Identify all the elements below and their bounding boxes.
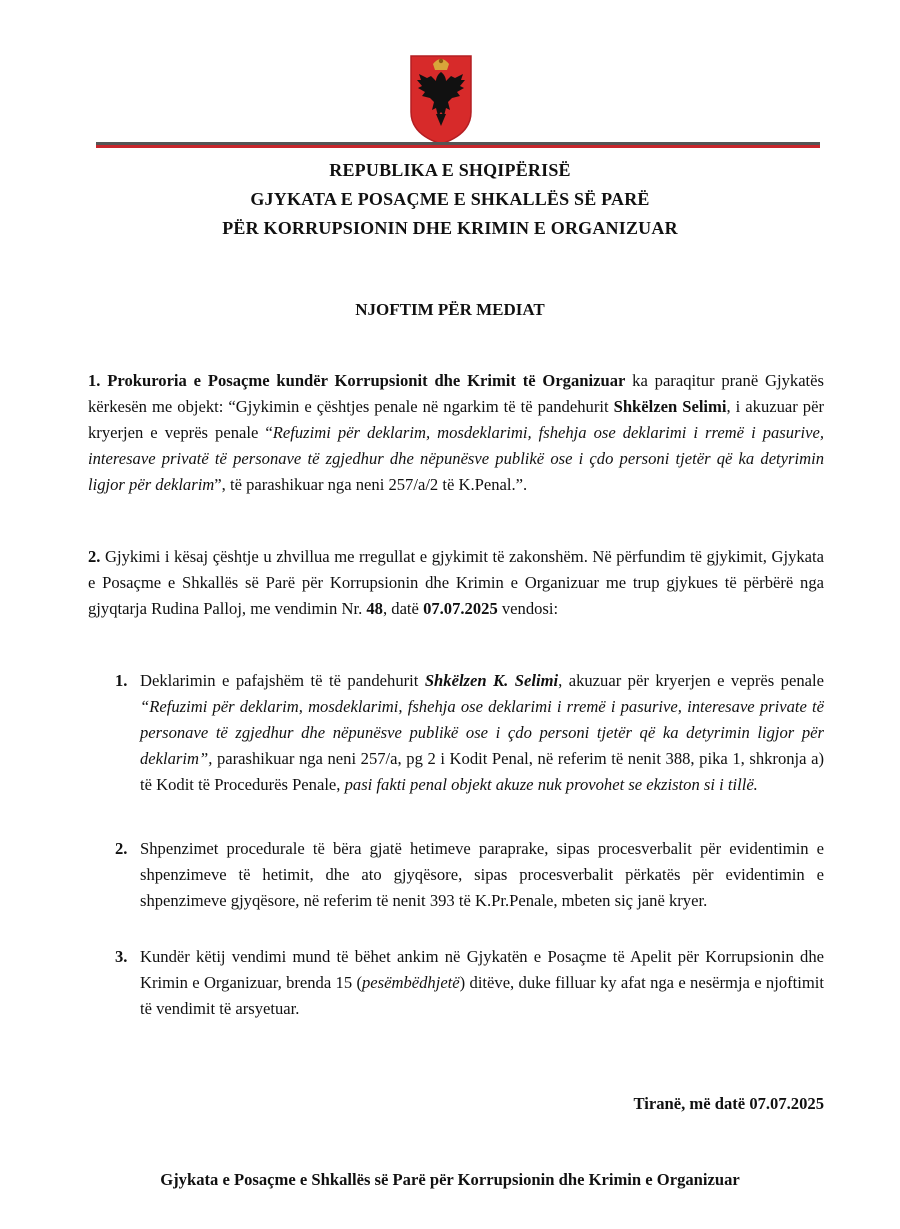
para2-text-a: Gjykimi i kësaj çështje u zhvillua me rregullat e gjykimit të zakonshëm. Në përfundim të gjykimit, Gjykata e Posaçme e Shkallës së Parë për Korrupsionin dhe Krimin e Organizuar me trup gjykues të përbërë nga gjyqtarja Rudina Palloj, me vendimin Nr.	[88, 547, 824, 618]
notice-title: NJOFTIM PËR MEDIAT	[355, 300, 545, 319]
decision1-reason: pasi fakti penal objekt akuze nuk provohet se ekziston si i tillë.	[344, 775, 758, 794]
charge-description: Refuzimi për deklarim, mosdeklarimi, fshehja ose deklarimi i rremë i pasurive, interesave privatë të personave të zgjedhur dhe nëpunësve publikë ose i çdo personi tjetër që ka detyrimin ligjor për deklarim	[88, 423, 824, 494]
decision3-text-b: ) ditëve, duke filluar ky afat nga e nesërmja e njoftimit të vendimit të arsyetuar.	[140, 973, 825, 1018]
header-line-jurisdiction: PËR KORRUPSIONIN DHE KRIMIN E ORGANIZUAR	[222, 218, 678, 238]
list-item-text: Shpenzimet procedurale të bëra gjatë hetimeve paraprake, sipas procesverbalit për evidentimin e shpenzimeve të hetimit, dhe ato gjyqësore, sipas procesverbalit përkatës për evidentimin e shpenzimeve gjyqësore, në referim të nenit 393 të K.Pr.Penale, mbeten siç janë kryer.	[140, 839, 824, 910]
list-item-number: 2.	[115, 839, 128, 858]
decision-date: 07.07.2025	[423, 599, 498, 618]
list-item-number: 1.	[115, 671, 128, 690]
emblem-star	[439, 59, 443, 63]
defendant-name: Shkëlzen Selimi	[613, 397, 727, 416]
header-line-court: GJYKATA E POSAÇME E SHKALLËS SË PARË	[250, 189, 650, 209]
list-item-number: 3.	[115, 947, 128, 966]
decision1-charge: “Refuzimi për deklarim, mosdeklarimi, fshehja ose deklarimi i rremë i pasurive, interesave private të personave të zgjedhur dhe nëpunësve publikë ose i çdo personi tjetër që ka detyrimin ligjor për deklarim”,	[140, 697, 824, 768]
decision1-text-a: Deklarimin e pafajshëm të të pandehurit	[140, 671, 425, 690]
appeal-days-word: pesëmbëdhjetë	[361, 973, 460, 992]
decision-number: 48	[366, 599, 383, 618]
paragraph-prosecution-request	[88, 368, 824, 498]
prosecution-lead: 1. Prokuroria e Posaçme kundër Korrupsionit dhe Krimit të Organizuar	[88, 371, 626, 390]
acquitted-name: Shkëlzen K. Selimi	[424, 671, 559, 690]
para2-text-c: vendosi:	[497, 599, 559, 618]
para2-text-b: , datë	[382, 599, 424, 618]
para1-text-b: , i akuzuar për kryerjen e veprës penale “	[88, 397, 824, 442]
para2-number: 2.	[88, 547, 101, 566]
decision1-text-c: parashikuar nga neni 257/a, pg 2 i Kodit Penal, në referim të nenit 388, pika 1, shkronja a) të Kodit të Procedurës Penale,	[140, 749, 824, 794]
albania-coat-of-arms-icon	[405, 50, 477, 146]
header-rule-red	[96, 145, 820, 148]
para1-text-c: ”, të parashikuar nga neni 257/a/2 të K.Penal.”.	[214, 475, 528, 494]
decision1-text-b: , akuzuar për kryerjen e veprës penale	[558, 671, 824, 690]
header-line-republic: REPUBLIKA E SHQIPËRISË	[329, 160, 571, 180]
footer-court-name: Gjykata e Posaçme e Shkallës së Parë për Korrupsionin dhe Krimin e Organizuar	[160, 1170, 740, 1189]
decision3-text-a: Kundër këtij vendimi mund të bëhet ankim në Gjykatën e Posaçme të Apelit për Korrupsionin dhe Krimin e Organizuar, brenda 15 (	[140, 947, 824, 992]
place-and-date: Tiranë, më datë 07.07.2025	[633, 1094, 824, 1113]
para1-text-a: ka paraqitur pranë Gjykatës kërkesën me objekt: “Gjykimin e çështjes penale në ngarkim të të pandehurit	[88, 371, 824, 416]
list-item-text	[140, 668, 824, 798]
list-item-text	[140, 944, 824, 1022]
paragraph-trial-summary	[88, 544, 824, 622]
